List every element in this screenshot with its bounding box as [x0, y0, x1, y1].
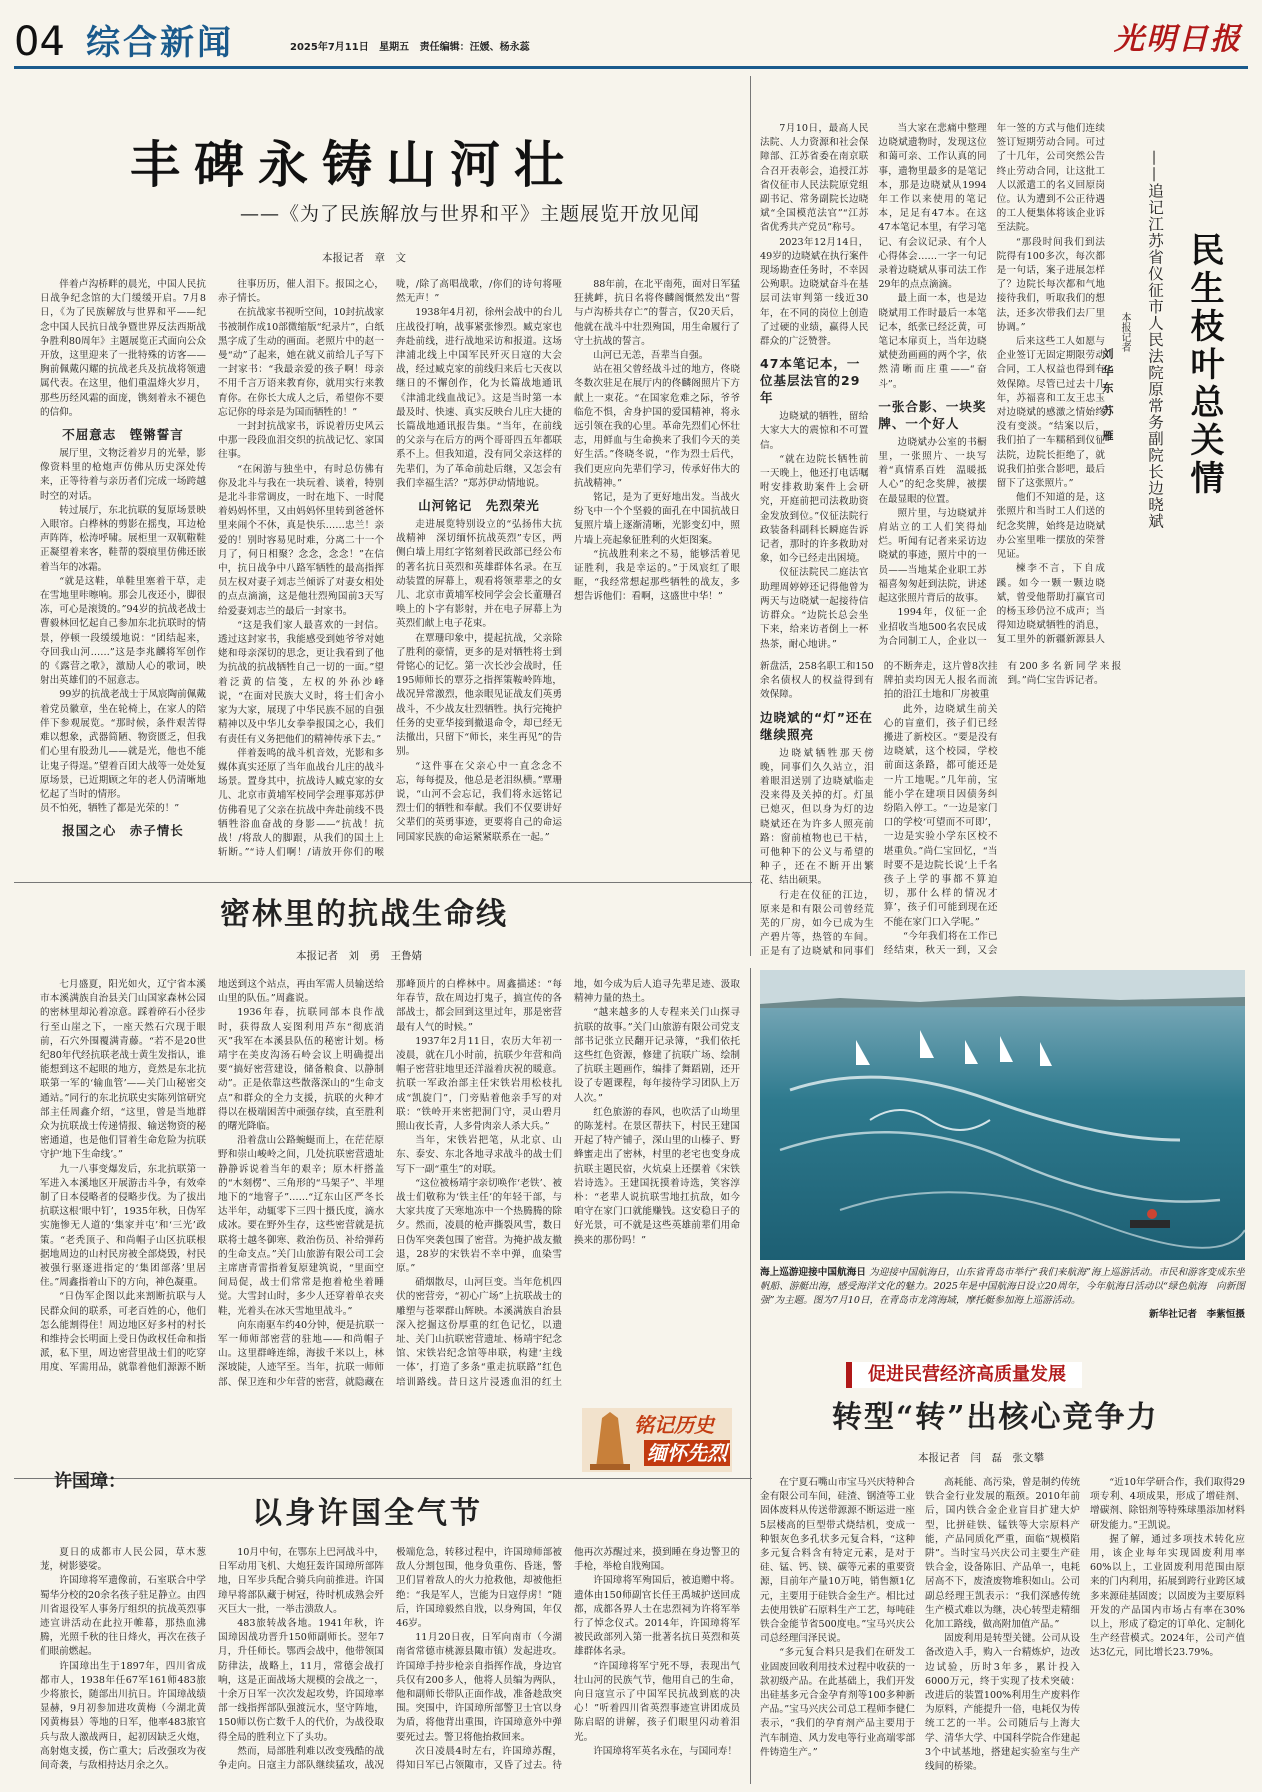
lead-para: 站在祖父曾经战斗过的地方，佟晓冬数次驻足在展厅内的佟麟阁照片下方献上一束花。“在国家危难之际，爷爷临危不惧，舍身护国的爱国精神，将永远引领在我的心里。革命先烈们心怀壮志，用鲜血与生命换来了我们今天的美好生活。”佟晓冬说，“作为烈士后代，我们更应向先辈们学习，传承好伟大的抗战精神。” [574, 364, 740, 489]
forest-para: 1936年春，抗联同部本良作战时，获得敌人妄图利用芦东“彻底消灭”我军在本溪县队伍的秘密计划。杨靖宇在美皮沟汤石岭会议上明确提出要“搞好密营建设，储备粮食、以静制动”。正是依靠这些散落深山的“生命支点”和群众的全力支援，抗联的火种才得以在极端困苦中顽强存续，直至胜利的曙光降临。 [218, 1007, 384, 1133]
xu-story-body [40, 1546, 740, 1784]
judge-story-body-bottom [760, 660, 1245, 960]
judge-title: 民生枝叶总关情 [1184, 232, 1224, 498]
xu-para: 11月20日夜，日军向南市（今湖南省常德市桃源县陬市镇）发起进攻。许国璋手持步枪亲自指挥作战，身边官兵仅有200多人，他将人员编为两队，他和副师长带队正面作战，准备趁敌突围。突围中，许国璋所部警卫士官以身为盾，将他背出重围，许国璋意外中弹要死过去。警卫将他抬救回来。 [396, 1632, 562, 1743]
xu-lead: 许国璋： [54, 1471, 126, 1492]
xu-para: 许国璋将军英名永在，与国同寿！ [593, 1745, 738, 1757]
forest-para: 七月盛夏，阳光如火，辽宁省本溪市本溪满族自治县关门山国家森林公园的密林里却沁着凉意。踩着碎石小径步行至山崖之下，一座天然石穴现于眼前，石穴外围覆满青藤。“若不是20世纪80年代经抗联老战士黄生发指认，谁能想到这不起眼的地方，竟然是东北抗联第一军的‘输血管’——关门山秘密交通站。”同行的东北抗联史实陈列馆研究部主任周鑫介绍，“这里，曾是当地群众为抗联战士传递情报、输送物资的秘密通道，也是他们冒着生命危险为抗联守护‘地下生命线’。” [40, 979, 206, 1161]
lead-para: 转过展厅，东北抗联的复原场景映入眼帘。白桦林的剪影在摇曳，耳边枪声阵阵，松涛呼啸。展柜里一双靰鞡鞋正凝望着来客，鞋帮的裂痕里仿佛还嵌着当年的冰霜。 [40, 504, 206, 573]
stamp-line-1: 铭记历史 [634, 1413, 714, 1437]
forest-byline: 本报记者 刘 勇 王鲁婧 [296, 950, 422, 962]
remember-history-stamp [582, 1408, 732, 1472]
private-para: “近10年学研合作，我们取得29项专利、4项成果，形成了增硅剂、增碳剂、除铝剂等特殊球墨添加材料研发能力。”王凯说。 [1090, 1477, 1245, 1531]
judge-byline [1117, 312, 1131, 352]
sea-parade-photo [760, 970, 1245, 1260]
lead-para: 88年前，在北平南苑，面对日军猛狂挑衅，抗日名将佟麟阁慨然发出“誓与卢沟桥共存亡”的誓言，仅20天后，他就在战斗中壮烈殉国，用生命履行了守土抗战的誓言。 [574, 279, 740, 347]
judge-subhead-1: 47本笔记本，一位基层法官的29年 [760, 356, 861, 406]
lead-para: 伴着卢沟桥畔的晨光，中国人民抗日战争纪念馆的大门缓缓开启。7月8日，《为了民族解放与世界和平——纪念中国人民抗日战争暨世界反法西斯战争胜利80周年》主题展览正式面向公众开放，这里迎来了一批特殊的访客——胸前佩戴闪耀的抗战老兵及抗战将领遗属代表。在这里，他们重温烽火岁月，那些历经风霜的面庞，镌刻着永不褪色的信仰。 [40, 279, 206, 418]
private-title: 转型“转”出核心竞争力 [832, 1400, 1159, 1435]
stamp-line-2: 缅怀先烈 [644, 1440, 730, 1466]
xu-title: 以身许国全气节 [252, 1496, 483, 1531]
photo-caption-text: 为迎接中国航海日，山东省青岛市举行“我们来航海”海上巡游活动。市民和游客变成东坐帆船、游艇出海，感受海洋文化的魅力。2025年是中国航海日设立20周年，今年航海日活动以“绿色航海 向新图强”为主题。图为7月10日，在青岛市龙湾海域，摩托艇参加海上巡游活动。 [760, 1267, 1246, 1306]
judge-para: “今年我们将在工作已经结束，秋天一到，又会有200多名新同学来报到。”尚仁宝告诉记者。 [883, 661, 1122, 957]
column-divider [750, 968, 751, 1784]
paper-logo: 光明日报 [1114, 22, 1242, 57]
lead-para: 一封封抗战家书，诉说着历史风云中那一段段血泪交织的抗战记忆、家国往事。 [218, 421, 384, 461]
masthead-rule [14, 66, 1248, 69]
lead-para: “在闲游与独坐中，有时总仿佛有你及北斗与我在一块玩着、谈着，特别是北斗非常调皮，一时在地下、一时爬着妈妈怀里，又由妈妈怀里转到爸爸怀里来闹个不休，真是快乐……忠兰！亲爱的！别时容易见时难，分离二十一个月了，何日相聚？念念，念念！”在信中，抗日战争中八路军牺牲的最高指挥员左权对妻子刘志兰倾诉了对妻女相处的点点滴滴，这是他壮烈殉国前3天写给爱妻刘志兰的最后一封家书。 [218, 463, 384, 617]
judge-para: 行走在仪征的江边，原来是和有限公司曾经荒芜的厂房，如今已成为生产碧片等，热管的车间。正是有了边晓斌和同事们的不断奔走，这片曾8次挂牌拍卖均因无人报名而流拍的沿江土地和厂房被重 [760, 661, 998, 958]
lead-title: 丰碑永铸山河壮 [130, 135, 578, 194]
judge-para: 新盘活，258名职工和150余名债权人的权益得到有效保障。 [760, 661, 874, 701]
judge-subhead-2: 一张合影、一块奖牌、一个好人 [878, 398, 987, 431]
judge-para: 边晓斌办公室的书橱里，一张照片、一块写着“真情系百姓 温暖抵人心”的纪念奖牌，被摆在最显眼的位置。 [878, 436, 987, 505]
section-title: 综合新闻 [86, 23, 234, 63]
judge-para: 楝李不言，下自成蹊。如今一颗一颗边晓斌，曾受他帮助打赢官司的杨玉珍仍泣不成声；当得知边晓斌牺牲的消息，复工里外的新疆新源县人 [996, 563, 1105, 646]
forest-para: 红色旅游的春风，也吹活了山坳里的陈茏村。在景区帮扶下，村民王建国开起了特产铺子，深山里的山榛子、野蜂蜜走出了密林，村里的老宅也变身成抗联主题民宿，火炕桌上还摆着《宋铁岩诗选》。王建国抚摸着诗选，笑容淳朴：“老辈人说抗联雪地扛抗敌，如今咱守在家门口就能赚钱。这安稳日子的好光景，可不就是这些英雄前辈们用命换来的那份吗！” [574, 1106, 740, 1246]
judge-para: 他们不知道的是，这张照片和当时工人们送的纪念奖牌，始终是边晓斌办公室里唯一摆放的荣誉见证。 [996, 492, 1105, 561]
forest-story-body [40, 978, 740, 1398]
judge-para: 边晓斌的牺牲，留给大家大大的震惊和不可置信。 [760, 411, 869, 451]
forest-para: 九一八事变爆发后，东北抗联第一军进入本溪地区开展游击斗争，有效牵制了日本侵略者的侵略步伐。为了拔出抗联这根‘眼中钉’，1935年秋，日伪军实施惨无人道的‘集家并屯’和‘三光’政策。“老秃顶子、和尚帽子山区抗联根据地周边的山村民房被全部烧毁，村民被强行驱逐进指定的‘集团部落’里居住。”周鑫指着山下的方向，神色凝重。 [40, 1163, 206, 1289]
judge-para: 2023年12月14日，49岁的边晓斌在执行案件现场勘查任务时，不幸因公殉职。边晓斌奋斗在基层司法审判第一线近30年，在不同的岗位上创造了过硬的业绩，赢得人民群众的广泛赞誉。 [760, 236, 869, 348]
private-para: 高耗能、高污染，曾是制约传统铁合金行业发展的瓶颈。2010年前后，国内铁合金企业盲目扩建大炉型，比拼硅铁、锰铁等大宗原料产能，产品同质化严重，面临“规模陷阱”。当时宝马兴庆公司主要生产硅铁合金，设备陈旧、产品单一，电耗居高不下，废渣废物堆积如山。公司副总经理王凯表示：“我们深感传统生产模式难以为继，决心转型走精细化加工路线，做高附加值产品。” [925, 1477, 1080, 1631]
lead-para: “就是这鞋，单鞋里塞着干草，走在雪地里咔嚓响。那会儿夜还小，脚很冻，可心是滚烫的。”94岁的抗战老战士曹毅林回忆起自己参加东北抗联时的情景，停顿一段缓缓地说：“团结起来，夺回我山河……”这是李兆麟将军创作的《露营之歌》，激励人心的歌词，映射出英雄们的不屈意志。 [40, 575, 206, 687]
judge-para: 照片里，与边晓斌并肩站立的工人们笑得灿烂。听闻有记者来采访边晓斌的事迹，照片中的一员——当地某企业职工苏福喜匆匆赶到法院，讲述起这张照片背后的故事。 [878, 507, 987, 605]
xu-para: 许国璋将军殉国后，被追赠中将。遗体由150师副官长任王禹城护送回成都，成都各界人士在忠烈祠为许将军举行了悼念仪式。2014年，许国璋将军被民政部列入第一批著名抗日英烈和英雄群体名录。 [574, 1575, 740, 1658]
private-para: “多元复合料只是我们在研发工业固废回收利用技术过程中收获的一款初级产品。在此基础上，我们开发出硅基多元合金孕育剂等100多种新产品。”宝马兴庆公司总工程师李健仁表示，“我们的孕育剂产品主要用于汽车制造、风力发电等行业高端零部件铸造生产。” [760, 1647, 915, 1758]
lead-para: 往事历历，催人泪下。报国之心，赤子情长。 [218, 279, 384, 305]
lead-para: 山河已无恙，吾辈当自强。 [593, 350, 709, 362]
xu-para: 次日凌晨4时左右，许国璋苏醒，得知日军已占领陬市，又昏了过去。待他再次苏醒过来，摸到睡在身边警卫的手枪，举枪自戕殉国。 [396, 1547, 740, 1772]
private-banner-text: 促进民营经济高质量发展 [868, 1364, 1066, 1385]
lead-para: 1938年4月初，徐州会战中的台儿庄战役打响，战事紧张惨烈。臧克家也奔赴前线，进行战地采访和报道。这场津浦北线上中国军民歼灭日寇的大会战，经过臧克家的前线归来后七天夜以继日的不懈创作，化为长篇战地通讯《津浦北线血战记》。这是当时第一本最及时、快速、真实反映台儿庄大捷的长篇战地通讯报告集。“当年，在前线的父亲与在后方的两个哥哥四五年都联系不上。但我知道，没有同父亲这样的先辈们，为了革命前赴后继，又怎会有我们幸福生活？”郑苏伊动情地说。 [396, 307, 562, 489]
judge-para: 边晓斌牺牲那天傍晚，同事们久久站立，泪着眼泪送别了边晓斌临走没来得及关掉的灯。灯虽已熄灭，但以身为灯的边晓斌还在为许多人照亮前路：窗前植物也已干枯，可他种下的公义与希望的种子，还在不断开出繁花、结出硕果。 [760, 747, 874, 887]
lead-para: 伴着轰鸣的战斗机音效，光影和多媒体真实还原了当年血战台儿庄的战斗场景。置身其中，抗战诗人臧克家的女儿、北京市黄埔军校同学会理事郑苏伊仿佛看见了父亲在抗战中奔赴前线不畏牺牲浴血奋战的身影——“抗战！抗战！/将敌人的脚跟，从我们的国土上斩断。”“诗人们啊！/请放开你们的喉咙，/除了高唱战歌，/你们的诗句将哑然无声！” [218, 279, 562, 859]
lead-story-body [40, 278, 740, 863]
judge-para: 7月10日，最高人民法院、人力资源和社会保障部、江苏省委在南京联合召开表彰会，追授江苏省仪征市人民法院原党组副书记、常务副院长边晓斌“全国模范法官”“江苏省优秀共产党员”称号。 [760, 123, 869, 234]
forest-para: “这位被杨靖宇亲切唤作‘老铁’、被战士们敬称为‘铁主任’的年轻干部，与大家共度了天寒地冻中一个热腾腾的除夕。然而，凌晨的枪声撕裂风雪，数日日伪军突袭包围了密营。为掩护战友撤退，28岁的宋铁岩不幸中弹，血染雪原。” [396, 1177, 562, 1275]
lead-subhead-1: 不屈意志 铿锵誓言 [62, 427, 184, 443]
lead-subhead-3: 山河铭记 先烈荣光 [418, 498, 540, 514]
judge-subtitle: ——追记江苏省仪征市人民法院原常务副院长边晓斌 [1146, 150, 1164, 530]
issue-date: 2025年7月11日 [290, 42, 369, 53]
lead-subhead-2: 报国之心 赤子情长 [62, 823, 184, 839]
forest-para: “越来越多的人专程来关门山探寻抗联的故事。”关门山旅游有限公司党支部书记张立民翻开记录簿，“我们依托这些红色资源，修建了抗联广场、绘制了抗联主题画作，编排了舞蹈剧，还开设了专题课程，每年接待学习团队上万人次。” [574, 1007, 740, 1104]
issue-weekday: 星期五 [379, 42, 410, 53]
judge-para: 最上面一本，也是边晓斌用工作时最后一本笔记本，纸张已经泛黄，可笔记本扉页上，当年边晓斌使劲画画的两个字，依然清晰而庄重——“奋斗”。 [878, 293, 987, 390]
xu-para: 10月中旬，在鄂东上巴河战斗中，日军动用飞机、大炮狂轰许国璋所部阵地，日军步兵配合骑兵向前推进。许国璋早将部队藏于树冠，待时机成熟会歼灭巨大一批，一举击溃敌人。 [218, 1547, 384, 1615]
private-byline: 本报记者 闫 磊 张文攀 [918, 1452, 1044, 1464]
xu-para: 483旅转战各地。1941年秋，许国璋因战功晋升150师副师长。翌年7月，升任师长。鄂西会战中，他带领国防律法，战略上，11月，常德会战打响，这是正面战场大规模的会战之一，十余万日军一次次发起攻势，许国璋率部一线指挥部队强渡沅水，坚守阵地，150师以伤亡数千人的代价，为战役取得全局的胜利立下了头功。 [218, 1618, 384, 1743]
judge-byline-label: 本报记者 [1119, 312, 1130, 352]
lead-subtitle: ——《为了民族解放与世界和平》主题展览开放见闻 [240, 203, 701, 225]
forest-para: 向东南驱车约40分钟，便是抗联一军一师师部密营的驻地——和尚帽子山。这里群峰连绵，海拔千米以上，林深坡陡，人迹罕至。当年，抗联一师师部、保卫连和少年营的密营，就隐藏在那峰顶片的白桦林中。周鑫描述：“每年春节，敌在周边打鬼子，搞宣传的各部战士，都会回到这里过年，那是密营最有人气的时候。” [218, 979, 562, 1388]
private-story-body [760, 1476, 1245, 1784]
xu-para: 夏日的成都市人民公园，草木葱茏，树影婆娑。 [40, 1547, 206, 1573]
lead-para: 展厅里，文物泛着岁月的光晕，影像资料里的枪炮声仿佛从历史深处传来，正等待着与亲历者们完成一场跨越时空的对话。 [40, 448, 206, 502]
lead-para: 走进展览特别设立的“弘扬伟大抗战精神 深切缅怀抗战英烈”专区，两侧白墙上用红字铭刻着民政部已经公布的著名抗日英烈和英雄群体名录。在互动装置的屏幕上，观看将领辈辈之的女儿、北京市黄埔军校同学会会长董珊召唤上的卜字有影射，并在电子屏幕上为英烈们献上电子花束。 [396, 519, 562, 630]
xu-para: 许国璋出生于1897年，四川省成都市人，1938年任67军161师483旅少将旅长，随部出川抗日。许国璋战绩显赫，9月初参加进攻黄梅（今湖北黄冈黄梅县）等地的日军，他率483旅官兵与敌人激战两日，起初因缺乏火炮，高射炮支援，伤亡重大；后改强攻为夜间奇袭，与敌相持达月余之久。 [40, 1660, 206, 1772]
judge-reporter-1: 刘华东 [1101, 348, 1114, 399]
private-para: 在宁夏石嘴山市宝马兴庆特种合金有限公司车间，硅渣、钢渣等工业固体废料从传送带源源不断运进一座5层楼高的巨型带式烧结机，变成一种银灰色多孔状多元复合料，“这种多元复合料含有特定元素，是对于硅、锰、钙、镁、碳等元素的重要资源，目前年产量10万吨，销售额1亿元，主要用于硅铁合金生产。相比过去使用铁矿石原料生产工艺，每吨硅铁合金能节省500度电。”宝马兴庆公司总经理闫泽民说。 [760, 1477, 915, 1645]
judge-subhead-3: 边晓斌的“灯”还在继续照亮 [760, 709, 873, 742]
lead-para: “这件事在父亲心中一直念念不忘，每每提及，他总是老泪纵横。”覃珊说，“山河不会忘记，我们将永远铭记烈士们的牺牲和奉献。我们不仅要讲好父辈们的英勇事迹，更要将自己的命运同国家民族的命运紧紧联系在一起。” [396, 760, 562, 843]
lead-byline: 本报记者 章 文 [322, 252, 406, 264]
lead-para: 在抗战家书视听空间，10封抗战家书被制作成10部微缩版“纪录片”，白纸黑字成了生动的画面。老照片中的赵一曼“动”了起来，她在就义前给儿子写下一封家书：“我最亲爱的孩子啊！母亲不用千言万语来教育你，就用实行来教育你。在你长大成人之后，希望你不要忘记你的母亲是为国而牺牲的！” [218, 307, 384, 418]
forest-title: 密林里的抗战生命线 [220, 897, 508, 932]
forest-para: “日伪军企图以此来割断抗联与人民群众间的联系，可老百姓的心，他们怎么能割得住！周边地区好多村的村长和维持会长明面上受日伪政权任命和指派，私下里，周边密营里战士们的吃穿用度、军需用品，就靠着他们源源不断地送到这个站点，再由军需人员输送给山里的队伍。”周鑫说。 [40, 979, 384, 1374]
private-para: 固废利用是转型关键。公司从设备改造入手，购入一台精炼炉，边改边试验，历时3年多，累计投入6000万元，终于实现了技术突破：改进后的装置100%利用生产废料作为原料，产能提升一倍，电耗仅为传统工艺的一半。公司随后与上海大学、清华大学、中国科学院合作建起3个中试基地，搭建起实验室与生产线间的桥梁。 [925, 1633, 1080, 1773]
photo-caption [760, 1266, 1245, 1322]
column-divider [750, 76, 751, 956]
lead-para: 99岁的抗战老战士于凤宸陶前佩戴着党员徽章，坐在轮椅上，在家人的陪伴下参观展览。“那时候，条件艰苦得难以想象，武器简陋、物资匮乏，但我们心里有股劲儿——就是光，他也不能让鬼子得逞。”望着百团大战等一处处复原场景，已近期顾之年的老人仍清晰地忆起了当时的情形。 [40, 689, 206, 800]
judge-para: 此外，边晓斌生前关心的盲童们，孩子们已经搬进了新校区。“要是没有边晓斌，这个校园，学校前面这条路，都可能还是一片工地呢。”几年前，宝能小学在建项目因债务纠纷陷入停工。“一边是家门口的学校‘可望而不可即’，一边是实验小学东区校不堪重负。”尚仁宝回忆，“当时要不是边院长说‘上千名孩子上学的事都不算迫切，那什么样的情况才算’，孩子们可能到现在还不能在家门口入学呢。” [883, 703, 998, 928]
issue-info [290, 38, 530, 53]
lead-para: 铭记，是为了更好地出发。当战火纷飞中一个个坚毅的面孔在中国抗战日复照片墙上逐渐清晰，光影变幻中，照片墙上亮起象征胜利的火炬图案。 [574, 492, 740, 546]
section-rule [14, 882, 752, 883]
photo-title: 海上巡游迎接中国航海日 [760, 1267, 866, 1278]
judge-reporter-2: 苏雁 [1101, 405, 1114, 455]
forest-para: 沿着盘山公路蜿蜒而上，在茫茫原野和崇山峻岭之间，几处抗联密营遗址静静诉说着当年的艰辛；原木杆搭盖的“木刻楞”、三角形的“马架子”、半埋地下的“地窨子”……“辽东山区严冬长达半年，动辄零下三四十摄氏度，滴水成冰。要在野外生存，这些密营就是抗联将士越冬御寒、救治伤员、补给弹药的生命支点。”关门山旅游有限公司工会主席唐青雷指着复原建筑说，“里面空间局促，战士们常常是抱着枪坐着睡觉。大雪封山时，多少人还穿着单衣夹鞋，光着头在冰天雪地里战斗。” [218, 1135, 384, 1317]
page-number: 04 [14, 19, 65, 65]
lead-para: “抗战胜利来之不易，能够活着见证胜利，我是幸运的。”于凤宸红了眼眶，“我经常想起那些牺牲的战友，多想告诉他们：看啊，这盛世中华！” [574, 548, 740, 603]
xu-para: “许国璋将军宁死不辱，表现出气壮山河的民族气节，他用自己的生命，向日寇宣示了中国军民抗战到底的决心！”听着四川省英烈事迹宣讲团成员陈启昭的讲解，孩子们眼里闪动着泪光。 [574, 1660, 740, 1743]
judge-para: 仪征法院民二庭法官助理周婷婷还记得他曾为两天与边晓斌一起接待信访群众。“边院长总会坐下来，给来访者倒上一杯热茶，耐心地讲。” [760, 567, 869, 650]
lead-para: “这是我们家人最喜欢的一封信。透过这封家书，我能感受到她爷爷对她姥和母亲深切的思念，更让我看到了他为抗战的抗战牺牲自己一切的一面。”望着泛黄的信笺，左权的外孙沙峰说，“在面对民族大义时，将士们舍小家为大家，展现了中华民族不屈的自强精神以及中华儿女拳拳报国之心，我们有责任有义务把他们的精神传承下去。” [218, 619, 384, 745]
forest-para: 当年，宋铁岩把笔，从北京、山东、泰安、东北各地寻求战斗的战士们写下一副“重生”的对联。 [396, 1135, 562, 1175]
private-banner [846, 1362, 1082, 1388]
issue-editors: 责任编辑：汪媛、杨永蕊 [419, 42, 530, 53]
xu-para: 许国璋将军遗像前，石室联合中学蜀华分校的20余名孩子驻足静立。由四川省退役军人事务厅组织的抗战英烈事迹宣讲活动在此拉开帷幕，那热血沸腾，光照千秋的往日烽火，再次在孩子们眼前燃起。 [40, 1575, 206, 1658]
judge-para: “那段时间我们到法院得有100多次，每次都是一句话，案子进展怎样了？边院长每次都和气地接待我们，听取我们的想法，还多次带我们去厂里协调。” [996, 236, 1105, 333]
forest-para: 1937年2月11日，农历大年初一凌晨，就在几小时前，抗联少年营和尚帽子密营驻地里还洋溢着庆祝的暖意。抗联一军政治部主任宋铁岩用松枝扎成“凯旋门”，门旁贴着他亲手写的对联：“铁岭开来密把洞门守，灵山碧月照山夜长青，人多骨肉亲人杀大兵。” [396, 1035, 562, 1133]
forest-para: 硝烟散尽，山河巨变。当年危机四伏的密营旁，“初心广场”上抗联战士的雕塑与苍翠群山辉映。本溪满族自治县深入挖掘这份厚重的红色记忆，以遗址、关门山抗联密营遗址、杨靖宇纪念馆、宋铁岩纪念馆等串联，构建‘主线一体’，打造了多条“重走抗联路”红色培训路线。昔日这片浸透血泪的红土地，如今成为后人追寻先辈足迹、汲取精神力量的热土。 [396, 979, 740, 1388]
judge-story-body [760, 122, 1105, 652]
xu-para: 然而，局部胜利难以改变残酷的战争走向。日寇主力部队继续猛攻，战况极端危急，转移过程中，许国璋师部被敌人分割包围，他身负重伤、昏迷，警卫们冒着敌人的火力抢救他，却被他拒绝：“我是军人，岂能为日寇俘虏！”随后，许国璋毅然自戕，以身殉国，年仅46岁。 [218, 1547, 562, 1772]
judge-para: 1994年，仪征一企业招收当地500名农民成为合同制工人，企业以一年一签的方式与他们连续签订短期劳动合同。可过了十几年，公司突然公告终止劳动合同，让这批工人以派遣工的名义回原岗位。认为遭到不公正待遇的工人便集体将该企业诉至法院。 [878, 123, 1105, 647]
lead-para: 员不怕死，牺牲了都是光荣的！” [40, 803, 180, 815]
private-para: 握了解，通过多项技术转化应用，该企业每年实现固废利用率60%以上，工业固废利用范围由原来的门内利用，拓展到跨行业跨区域多来源硅基固废；以固废为主要原料开发的产品国内市场占有率在30%以上，形成了稳定的订单化、定制化生产经营模式。2024年，公司产值达3亿元，同比增长23.79%。 [1090, 1533, 1245, 1659]
judge-para: 后来这些工人如愿与企业签订无固定期限劳动合同，工人权益也得到有效保障。尽管已过去十几年，苏福喜和工友王忠玉对边晓斌的感激之情始终没有变淡。“结案以后，我们拍了一车糯稻到仪征法院，边院长拒绝了，就说我们拍张合影吧，最后留下了这张照片。” [996, 336, 1105, 490]
lead-para: 在覃珊印象中，提起抗战，父亲除了胜利的豪情，更多的是对牺牲将士到骨铭心的记忆。第一次长沙会战时，任195师师长的覃芬之指挥策鞍岭阵地，战况异常激烈，他亲眼见证战友们英勇战斗，不少战友壮烈牺牲。执行完掩护任务的史亚华接到撤退命令，却已经无法撤出，只留下“师长，来生再见”的告别。 [396, 632, 562, 758]
judge-para: 当大家在悲痛中整理边晓斌遗物时，发现这位和蔼可亲、工作认真的同事，遗物里最多的是笔记本，那是边晓斌从1994年工作以来使用的笔记本，足足有47本。在这47本笔记本里，有学习笔记、有会议记录、有个人心得体会……一字一句记录着边晓斌从事司法工作29年的点点滴滴。 [878, 123, 987, 291]
judge-para: “就在边院长牺牲前一天晚上，他还打电话嘱咐安排救助案件上会研究，开庭前把司法救助资金发放到位。”仪征法院行政装备科副科长瞬庭告诉记者，那时的许多救助对象，如今已经走出困境。 [760, 453, 869, 565]
photo-credit: 新华社记者 李紫恒摄 [1149, 1309, 1245, 1320]
